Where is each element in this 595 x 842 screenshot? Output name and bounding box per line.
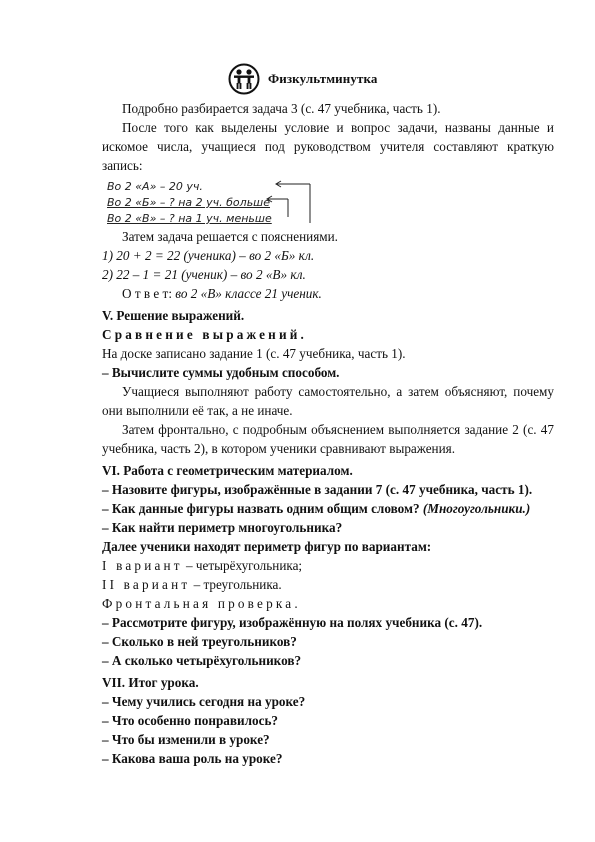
document-body xyxy=(102,99,554,768)
paragraph: После того как выделены условие и вопрос задачи, названы данные и искомое числа, учащиеся под руководством учителя составляют краткую запись: xyxy=(102,120,554,173)
page-header xyxy=(228,62,377,96)
question: – Сколько в ней треугольников? xyxy=(102,634,297,649)
question: – А сколько четырёхугольников? xyxy=(102,653,302,668)
question: – Какова ваша роль на уроке? xyxy=(102,751,283,766)
question xyxy=(102,499,554,518)
variant-line xyxy=(102,556,554,575)
two-people-exercise-icon xyxy=(228,63,260,95)
paragraph: На доске записано задание 1 (с. 47 учебника, часть 1). xyxy=(102,346,406,361)
note-line-text: Во 2 «Б» – ? на 2 уч. больше xyxy=(107,196,271,209)
variant-label: I вариант xyxy=(102,558,183,573)
solution-step: 1) 20 + 2 = 22 (ученика) – во 2 «Б» кл. xyxy=(102,248,315,263)
answer-text: во 2 «В» классе 21 ученик. xyxy=(171,286,322,301)
answer-label: О т в е т: xyxy=(122,286,172,301)
variant-label: II вариант xyxy=(102,577,191,592)
section-heading: VII. Итог урока. xyxy=(102,675,199,690)
solution-step: 2) 22 – 1 = 21 (ученик) – во 2 «В» кл. xyxy=(102,267,306,282)
answer-line xyxy=(102,284,554,303)
note-line-text: Во 2 «В» – ? на 1 уч. меньше xyxy=(107,212,272,225)
question: – Что особенно понравилось? xyxy=(102,713,279,728)
section-subheading: Сравнение выражений. xyxy=(102,327,308,342)
header-title: Физкультминутка xyxy=(268,71,378,86)
section-heading: V. Решение выражений. xyxy=(102,308,245,323)
handwritten-short-notes xyxy=(102,177,554,227)
question: – Как найти периметр многоугольника? xyxy=(102,520,343,535)
question: – Вычислите суммы удобным способом. xyxy=(102,365,340,380)
question: – Назовите фигуры, изображённые в задании 7 (с. 47 учебника, часть 1). xyxy=(102,482,533,497)
bracket-arrows xyxy=(102,177,342,227)
frontal-check: Фронтальная проверка. xyxy=(102,596,301,611)
variant-line xyxy=(102,575,554,594)
question: – Рассмотрите фигуру, изображённую на полях учебника (с. 47). xyxy=(102,615,483,630)
paragraph: Затем фронтально, с подробным объяснением выполняется задание 2 (с. 47 учебника, часть 2), в котором ученики сравнивают выражения. xyxy=(102,422,554,456)
paragraph: Далее ученики находят периметр фигур по вариантам: xyxy=(102,539,432,554)
question: – Чему учились сегодня на уроке? xyxy=(102,694,306,709)
variant-text: – четырёхугольника; xyxy=(182,558,303,573)
note-line: Во 2 «А» – 20 уч. xyxy=(107,180,203,193)
question-text: – Как данные фигуры назвать одним общим словом? xyxy=(102,501,423,516)
section-heading: VI. Работа с геометрическим материалом. xyxy=(102,463,353,478)
paragraph: Затем задача решается с пояснениями. xyxy=(122,229,338,244)
paragraph: Учащиеся выполняют работу самостоятельно, а затем объясняют, почему они выполнили её так, а не иначе. xyxy=(102,384,554,418)
question-answer: (Многоугольники.) xyxy=(422,501,531,516)
paragraph: Подробно разбирается задача 3 (с. 47 учебника, часть 1). xyxy=(122,101,441,116)
question: – Что бы изменили в уроке? xyxy=(102,732,270,747)
variant-text: – треугольника. xyxy=(190,577,282,592)
